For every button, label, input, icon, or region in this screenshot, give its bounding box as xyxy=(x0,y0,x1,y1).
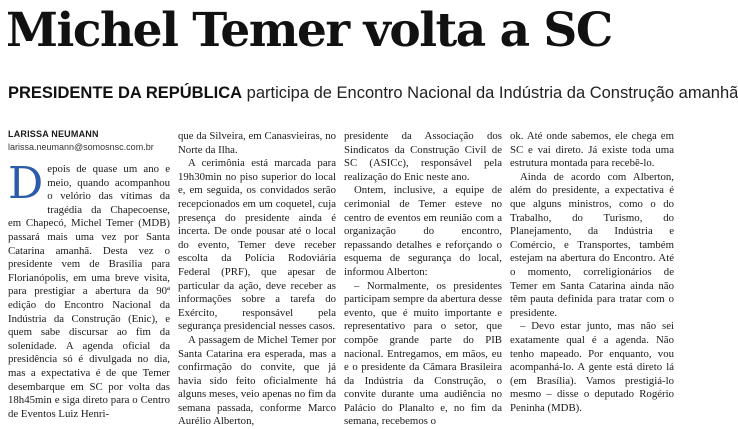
paragraph: ok. Até onde sabemos, ele chega em SC e vai direto. Já existe toda uma estrutura montada para recebê-lo. xyxy=(510,130,674,170)
paragraph: Ontem, inclusive, a equipe de cerimonial de Temer esteve no centro de eventos em reunião com a organização do encontro, repassando detalhes e reforçando o esquema de segurança do local, informou Alberton: xyxy=(344,184,502,278)
article-column-3 xyxy=(344,130,502,429)
byline xyxy=(8,128,168,154)
article-column-2 xyxy=(178,130,336,429)
author-email: larissa.neumann@somosnsc.com.br xyxy=(8,142,154,152)
paragraph: – Devo estar junto, mas não sei exatamente qual é a agenda. Não tenho mapeado. Por enquanto, vou acompanhá-lo. A gente está direto lá (em Brasília). Vamos prestigiá-lo mesmo – disse o deputado Rogério Peninha (MDB). xyxy=(510,320,674,414)
article-column-1 xyxy=(8,158,170,421)
author-name: LARISSA NEUMANN xyxy=(8,129,99,139)
paragraph: Ainda de acordo com Alberton, além do presidente, a expectativa é que alguns ministros, como o do Trabalho, do Turismo, do Planejamento, da Indústria e Comércio, e Transportes, também estejam na abertura do Encontro. Até o momento, correligionários de Temer em Santa Catarina ainda não têm pauta definida para tratar com o presidente. xyxy=(510,170,674,319)
subhead-kicker: PRESIDENTE DA REPÚBLICA xyxy=(8,84,243,102)
paragraph: que da Silveira, em Canasvieiras, no Norte da Ilha. xyxy=(178,130,336,156)
drop-cap: D xyxy=(8,158,44,209)
paragraph: A passagem de Michel Temer por Santa Catarina era esperada, mas a confirmação do convite, que já havia sido feito oficialmente há alguns meses, veio apenas no fim da semana passada, conforme Marco Aurélio Alberton, xyxy=(178,333,336,428)
headline: Michel Temer volta a SC xyxy=(6,3,612,58)
paragraph: presidente da Associação dos Sindicatos da Construção Civil de SC (ASICc), responsável pela realização do Enic neste ano. xyxy=(344,130,502,183)
paragraph: – Normalmente, os presidentes participam sempre da abertura desse evento, que é muito importante e representativo para o setor, que compõe grande parte do PIB nacional. Entregamos, em mãos, eu e o presidente da Câmara Brasileira da Indústria da Construção, o convite durante uma audiência no Palácio do Planalto e, no fim da semana, recebemos o xyxy=(344,279,502,428)
subheadline xyxy=(8,82,738,104)
subhead-text: participa de Encontro Nacional da Indústria da Construção amanhã xyxy=(242,84,738,102)
paragraph: Depois de quase um ano e meio, quando acompanhou o velório das vítimas da tragédia da Chapecoense, em Chapecó, Michel Temer (MDB) passará mais uma vez por Santa Catarina amanhã. Desta vez o presidente vem de Brasília para Florianópolis, em uma breve visita, para prestigiar a abertura da 90ª edição do Encontro Nacional da Indústria da Construção (Enic), e quem sabe discursar ao fim da solenidade. A agenda oficial da presidência só é divulgada no dia, mas a expectativa é de que Temer desembarque em SC por volta das 18h45min e siga direto para o Centro de Eventos Luiz Henri- xyxy=(8,158,170,420)
article-column-4 xyxy=(510,130,674,415)
paragraph: A cerimônia está marcada para 19h30min no piso superior do local e, em seguida, os convidados serão recepcionados em um coquetel, cuja presença do presidente ainda é incerta. De onde pousar até o local do evento, Temer deve receber escolta da Polícia Rodoviária Federal (PRF), que apesar de particular da ação, deve receber as informações sobre a tarefa do Exército, responsável pela segurança presidencial nesses casos. xyxy=(178,157,336,333)
